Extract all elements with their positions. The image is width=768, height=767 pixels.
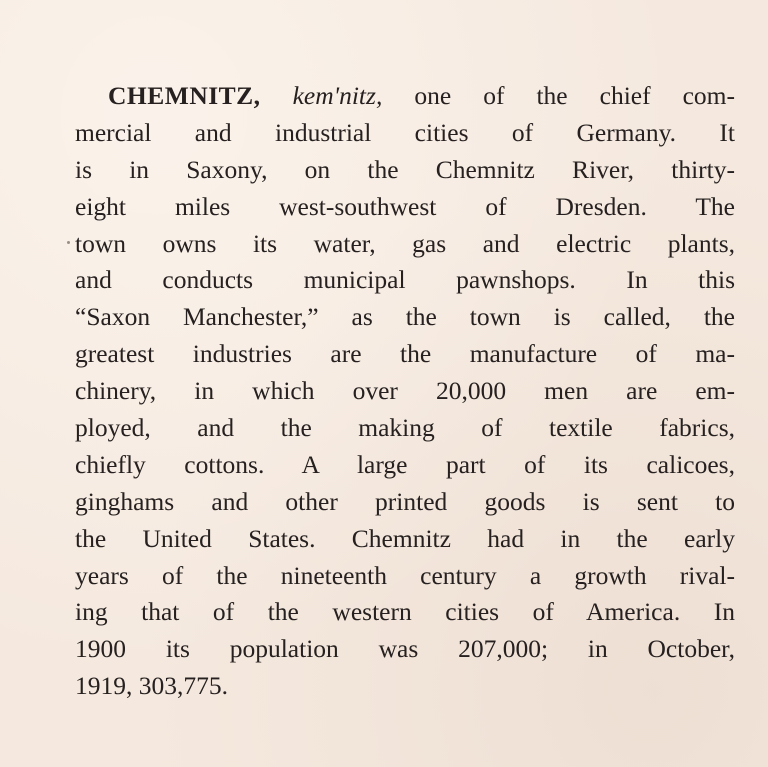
entry-line: and conducts municipal pawnshops. In this	[75, 265, 735, 295]
paper-speck	[67, 241, 70, 244]
entry-line: 1900 its population was 207,000; in October,	[75, 634, 735, 664]
entry-line: greatest industries are the manufacture of ma-	[75, 339, 735, 369]
entry-line: the United States. Chemnitz had in the early	[75, 523, 735, 553]
entry-line: “Saxon Manchester,” as the town is called, the	[75, 302, 735, 332]
entry-line: ployed, and the making of textile fabrics,	[75, 413, 735, 443]
entry-line: eight miles west-southwest of Dresden. The	[75, 191, 735, 221]
entry-first-line-text: one of the chief com-	[414, 81, 736, 110]
entry-line: mercial and industrial cities of Germany. It	[75, 117, 735, 147]
entry-line: ing that of the western cities of America. In	[75, 597, 735, 627]
entry-line: years of the nineteenth century a growth rival-	[75, 560, 735, 590]
entry-pronunciation: kem'nitz,	[292, 81, 383, 110]
entry-line: chinery, in which over 20,000 men are em-	[75, 376, 735, 406]
encyclopedia-entry	[75, 78, 735, 705]
entry-last-line: 1919, 303,775.	[75, 671, 228, 701]
entry-headword: CHEMNITZ,	[108, 81, 261, 110]
entry-first-line	[75, 78, 735, 115]
entry-line: town owns its water, gas and electric plants,	[75, 228, 735, 258]
entry-line: chiefly cottons. A large part of its calicoes,	[75, 449, 735, 479]
entry-line: ginghams and other printed goods is sent to	[75, 486, 735, 516]
entry-line: is in Saxony, on the Chemnitz River, thirty-	[75, 154, 735, 184]
